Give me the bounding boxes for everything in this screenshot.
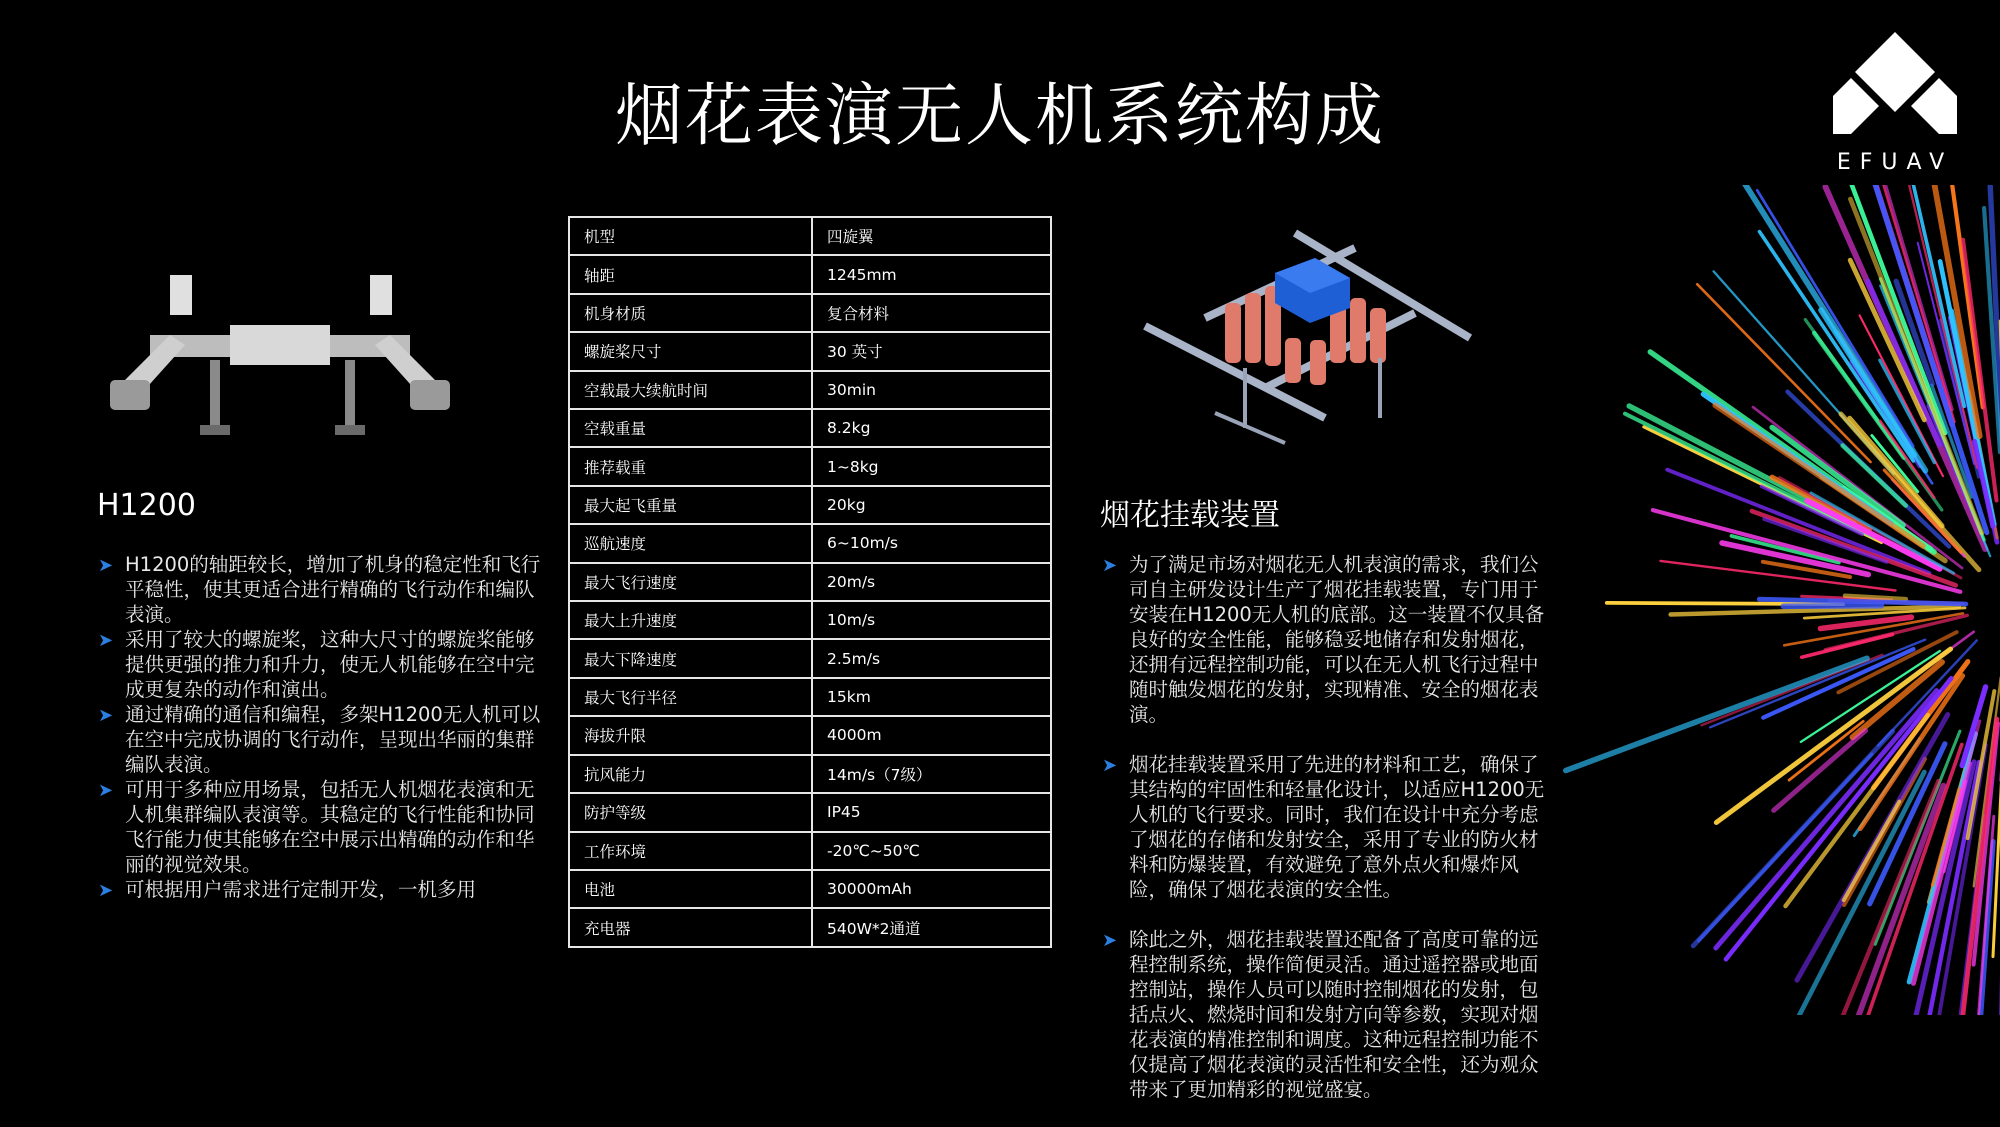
model-name: H1200 <box>97 488 196 523</box>
device-title: 烟花挂载装置 <box>1100 498 1280 533</box>
firework-mount-image <box>1125 228 1490 448</box>
table-row: 轴距 1245mm <box>569 255 1051 293</box>
table-row: 机型 四旋翼 <box>569 217 1051 255</box>
table-row: 充电器 540W*2通道 <box>569 908 1051 947</box>
arrow-bullet-icon: ➤ <box>98 705 114 726</box>
firework-ray <box>1993 783 2000 957</box>
list-item: ➤ 可根据用户需求进行定制开发，一机多用 <box>98 878 477 901</box>
list-item: ➤ 烟花挂载装置采用了先进的材料和工艺，确保了其结构的牢固性和轻量化设计，以适应H1200无人机的飞行要求。同时，我们在设计中充分考虑了烟花的存储和发射安全，采用了专业的防火材料和防爆装置，有效避免了意外点火和爆炸风险，确保了烟花表演的安全性。 <box>1102 753 1545 901</box>
firework-ray <box>1789 721 1863 780</box>
h1200-feature-list <box>98 552 548 902</box>
table-row: 机身材质 复合材料 <box>569 294 1051 332</box>
table-row: 最大飞行半径 15km <box>569 678 1051 716</box>
table-row: 最大下降速度 2.5m/s <box>569 639 1051 677</box>
table-row: 海拔升限 4000m <box>569 716 1051 754</box>
firework-burst-decoration <box>1540 185 2000 1015</box>
arrow-bullet-icon: ➤ <box>1102 755 1118 776</box>
arrow-bullet-icon: ➤ <box>98 880 114 901</box>
list-item: ➤ 可用于多种应用场景，包括无人机烟花表演和无人机集群编队表演等。其稳定的飞行性能和协同飞行能力使其能够在空中展示出精确的动作和华丽的视觉效果。 <box>98 778 535 876</box>
firework-ray <box>1783 606 1881 607</box>
table-row: 空载重量 8.2kg <box>569 409 1051 447</box>
table-row: 工作环境 -20℃~50℃ <box>569 832 1051 870</box>
list-item: ➤ 采用了较大的螺旋桨，这种大尺寸的螺旋桨能够提供更强的推力和升力，使无人机能够在空中完成更复杂的动作和演出。 <box>98 628 535 701</box>
list-item: ➤ H1200的轴距较长，增加了机身的稳定性和飞行平稳性，使其更适合进行精确的飞行动作和编队表演。 <box>98 553 541 626</box>
table-row: 最大上升速度 10m/s <box>569 601 1051 639</box>
table-row: 抗风能力 14m/s（7级） <box>569 755 1051 793</box>
firework-mount-feature-list <box>1102 552 1552 1127</box>
arrow-bullet-icon: ➤ <box>1102 555 1118 576</box>
arrow-bullet-icon: ➤ <box>98 555 114 576</box>
arrow-bullet-icon: ➤ <box>1102 930 1118 951</box>
table-row: 最大起飞重量 20kg <box>569 486 1051 524</box>
table-row: 空载最大续航时间 30min <box>569 371 1051 409</box>
table-row: 防护等级 IP45 <box>569 793 1051 831</box>
firework-ray <box>1821 617 1912 628</box>
firework-ray <box>1726 678 1951 959</box>
page-title: 烟花表演无人机系统构成 <box>614 77 1385 156</box>
table-row: 最大飞行速度 20m/s <box>569 563 1051 601</box>
arrow-bullet-icon: ➤ <box>98 780 114 801</box>
firework-ray <box>1802 635 1893 658</box>
h1200-drone-image <box>110 275 450 445</box>
list-item: ➤ 为了满足市场对烟花无人机表演的需求，我们公司自主研发设计生产了烟花挂载装置，专门用于安装在H1200无人机的底部。这一装置不仅具备良好的安全性能，能够稳妥地储存和发射烟花，还拥有远程控制功能，可以在无人机飞行过程中随时触发烟花的发射，实现精准、安全的烟花表演。 <box>1102 553 1545 726</box>
arrow-bullet-icon: ➤ <box>98 630 114 651</box>
table-row: 巡航速度 6~10m/s <box>569 524 1051 562</box>
logo-text: EFUAV <box>1836 150 1954 175</box>
list-item: ➤ 除此之外，烟花挂载装置还配备了高度可靠的远程控制系统，操作简便灵活。通过遥控器或地面控制站，操作人员可以随时控制烟花的发射，包括点火、燃烧时间和发射方向等参数，实现对烟花表演的精准控制和调度。这种远程控制功能不仅提高了烟花表演的灵活性和安全性，还为观众带来了更加精彩的视觉盛宴。 <box>1102 928 1539 1101</box>
spec-table <box>568 216 1052 948</box>
table-row: 电池 30000mAh <box>569 870 1051 908</box>
table-row: 螺旋桨尺寸 30 英寸 <box>569 332 1051 370</box>
table-row: 推荐载重 1~8kg <box>569 447 1051 485</box>
list-item: ➤ 通过精确的通信和编程，多架H1200无人机可以在空中完成协调的飞行动作，呈现出华丽的集群编队表演。 <box>98 703 541 776</box>
